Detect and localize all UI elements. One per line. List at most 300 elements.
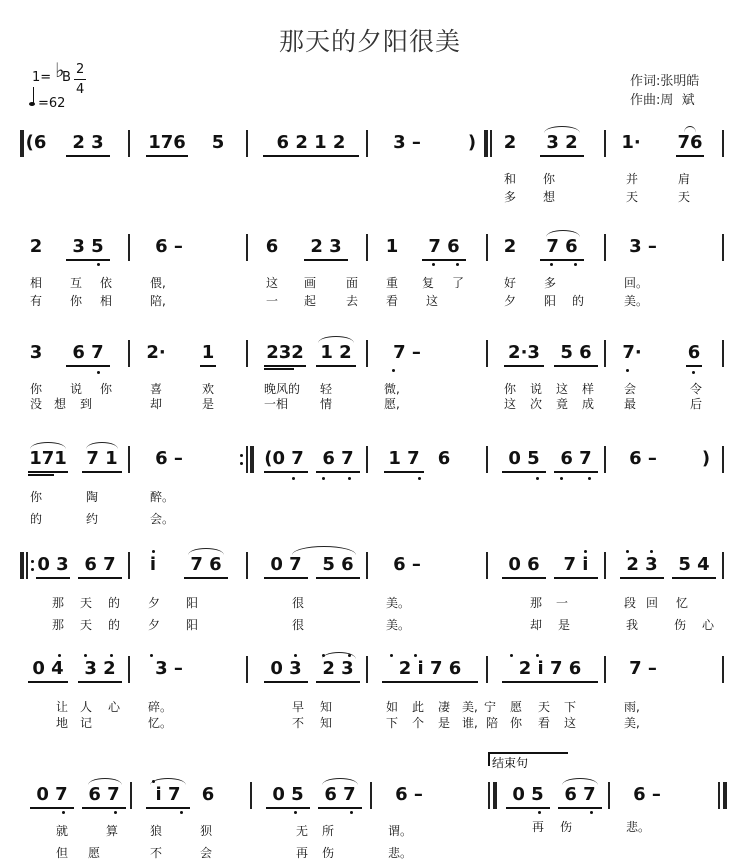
note-group: 5 4 xyxy=(678,554,710,575)
lyric: 天 xyxy=(80,596,93,610)
note-group: 2 3 xyxy=(322,658,354,679)
underline xyxy=(620,577,664,579)
note-group: 171 xyxy=(29,448,67,469)
note-group: 0 7 xyxy=(270,554,302,575)
quarter-note-icon xyxy=(33,87,34,103)
underline xyxy=(66,155,110,157)
barline xyxy=(486,340,488,367)
slur xyxy=(88,778,122,785)
underline xyxy=(200,365,216,367)
underline xyxy=(264,577,308,579)
lyric: 到 xyxy=(80,397,93,411)
barline xyxy=(246,234,248,261)
underline xyxy=(28,471,68,473)
underline xyxy=(264,471,308,473)
octave-dot xyxy=(418,477,421,480)
octave-dot xyxy=(294,654,297,657)
time-signature-line xyxy=(74,79,86,80)
lyric: 不 xyxy=(150,846,163,860)
lyric: 陪 xyxy=(486,716,499,730)
lyric: 竟 xyxy=(556,397,569,411)
barline xyxy=(722,656,724,683)
barline xyxy=(128,130,130,157)
underline xyxy=(36,577,70,579)
note-group: 3 2 xyxy=(84,658,116,679)
octave-dot xyxy=(626,369,629,372)
repeat-barline xyxy=(250,446,254,473)
repeat-dot xyxy=(31,568,34,571)
octave-dot xyxy=(456,263,459,266)
octave-dot xyxy=(538,811,541,814)
barline xyxy=(246,130,248,157)
lyric: 会 xyxy=(200,846,213,860)
lyric: 有 xyxy=(30,294,43,308)
barline xyxy=(604,130,606,157)
note-group: 0 3 xyxy=(270,658,302,679)
octave-dot xyxy=(350,811,353,814)
note-group: ) xyxy=(467,132,477,153)
note-group: 7 – xyxy=(393,342,421,363)
lyric: 醉。 xyxy=(150,490,175,504)
barline xyxy=(604,656,606,683)
octave-dot xyxy=(152,780,155,783)
note-group: 2 xyxy=(503,236,517,257)
lyric: 这 xyxy=(556,382,569,396)
underline xyxy=(558,807,602,809)
slur xyxy=(188,548,224,555)
lyric: 看 xyxy=(386,294,399,308)
slur xyxy=(150,778,186,785)
repeat-barline xyxy=(484,130,488,157)
lyric: 会 xyxy=(624,382,637,396)
lyric: 你 xyxy=(30,382,43,396)
lyric: 轻 xyxy=(320,382,333,396)
lyric: 重 xyxy=(386,276,399,290)
lyric: 悲。 xyxy=(388,846,413,860)
note-group: 6 – xyxy=(629,448,657,469)
lyric: 伤 xyxy=(560,820,573,834)
octave-dot xyxy=(152,550,155,553)
lyric: 夕 xyxy=(148,618,161,632)
note-group: 7 6 xyxy=(546,236,578,257)
slur xyxy=(30,442,66,449)
repeat-barline xyxy=(20,552,24,579)
lyric: 美。 xyxy=(624,294,649,308)
octave-dot xyxy=(322,654,325,657)
barline xyxy=(366,446,368,473)
octave-dot xyxy=(110,654,113,657)
lyric: 美, xyxy=(624,716,640,730)
lyric: 伤 xyxy=(322,846,335,860)
barline xyxy=(486,234,488,261)
barline xyxy=(246,552,248,579)
lyric: 后 xyxy=(690,397,703,411)
key-note: B xyxy=(62,70,71,85)
note-group: 6 – xyxy=(155,236,183,257)
lyric: 多 xyxy=(504,190,517,204)
lyric: 让 xyxy=(56,700,69,714)
lyric: 忆。 xyxy=(148,716,173,730)
lyric: 是 xyxy=(202,397,215,411)
underline xyxy=(30,807,74,809)
lyric: 狼 xyxy=(150,824,163,838)
lyric: 阳 xyxy=(186,596,199,610)
lyric: 一 xyxy=(266,294,279,308)
barline xyxy=(128,234,130,261)
underline xyxy=(382,681,478,683)
underline xyxy=(422,259,466,261)
barline xyxy=(130,782,132,809)
lyric: 样 xyxy=(582,382,595,396)
note-group: 6 2 1 2 xyxy=(276,132,346,153)
slur xyxy=(322,778,358,785)
slur xyxy=(684,126,696,133)
underline xyxy=(554,577,598,579)
octave-dot xyxy=(536,477,539,480)
octave-dot xyxy=(560,477,563,480)
note-group: 7 6 xyxy=(190,554,222,575)
lyric: 晚风的 xyxy=(264,382,301,396)
lyric: 你 xyxy=(70,294,83,308)
note-group: 0 6 xyxy=(508,554,540,575)
lyric: 所 xyxy=(322,824,335,838)
slur xyxy=(544,126,580,133)
note-group: 2·3 xyxy=(508,342,540,363)
underline xyxy=(316,365,356,367)
score-row-1 xyxy=(0,132,750,202)
note-group: 1 2 xyxy=(320,342,352,363)
lyric: 这 xyxy=(266,276,279,290)
lyric: 美。 xyxy=(386,618,411,632)
lyric: 心 xyxy=(108,700,121,714)
note-group: 5 xyxy=(211,132,225,153)
lyric: 那 xyxy=(52,596,65,610)
time-signature-bottom: 4 xyxy=(76,82,85,97)
octave-dot xyxy=(692,371,695,374)
note-group: 6 xyxy=(265,236,279,257)
barline xyxy=(20,130,24,157)
barline xyxy=(246,340,248,367)
lyric: 是 xyxy=(438,716,451,730)
note-group: 3 xyxy=(29,342,43,363)
ending-label: 结束句 xyxy=(492,756,529,770)
underline xyxy=(28,681,68,683)
octave-dot xyxy=(294,811,297,814)
score-row-2 xyxy=(0,236,750,306)
lyric: 伤 xyxy=(674,618,687,632)
octave-dot xyxy=(150,654,153,657)
underline xyxy=(676,155,704,157)
lyric: 愿 xyxy=(510,700,523,714)
lyric: 狈 xyxy=(200,824,213,838)
note-group: 6 7 xyxy=(324,784,356,805)
note-group: 7 1 xyxy=(86,448,118,469)
octave-dot xyxy=(550,263,553,266)
underline xyxy=(264,681,308,683)
lyric: 的 xyxy=(108,596,121,610)
lyric: 很 xyxy=(292,618,305,632)
underline xyxy=(384,471,424,473)
underline xyxy=(78,577,122,579)
lyric: 你 xyxy=(510,716,523,730)
octave-dot xyxy=(180,811,183,814)
note-group: 0 5 xyxy=(508,448,540,469)
octave-dot xyxy=(584,550,587,553)
lyric: 下 xyxy=(386,716,399,730)
note-group: 0 7 xyxy=(36,784,68,805)
underline xyxy=(554,365,598,367)
lyric: 天 xyxy=(678,190,691,204)
lyric: 情 xyxy=(320,397,333,411)
underline xyxy=(184,577,228,579)
barline xyxy=(486,656,488,683)
barline xyxy=(128,446,130,473)
underline xyxy=(82,471,122,473)
note-group: 0 5 xyxy=(272,784,304,805)
lyric: 碎。 xyxy=(148,700,173,714)
lyric: 想 xyxy=(54,397,67,411)
note-group: 6 – xyxy=(155,448,183,469)
octave-dot xyxy=(292,477,295,480)
score-row-7 xyxy=(0,784,750,860)
lyric: 的 xyxy=(108,618,121,632)
lyric: 令 xyxy=(690,382,703,396)
lyric: 复 xyxy=(422,276,435,290)
flat-sign: ♭ xyxy=(55,58,65,82)
final-barline xyxy=(718,782,720,809)
lyric: 那 xyxy=(52,618,65,632)
lyric: 微, xyxy=(384,382,400,396)
lyric: 美。 xyxy=(386,596,411,610)
lyric: 一相 xyxy=(264,397,289,411)
underline xyxy=(686,365,702,367)
lyric: 的 xyxy=(572,294,585,308)
lyric: 是 xyxy=(558,618,571,632)
repeat-barline xyxy=(246,446,248,473)
octave-dot xyxy=(62,811,65,814)
lyric: 阳 xyxy=(186,618,199,632)
lyric: 和 xyxy=(504,172,517,186)
slur xyxy=(562,778,598,785)
lyric: 知 xyxy=(320,700,333,714)
lyric: 想 xyxy=(543,190,556,204)
tempo-marking: =62 xyxy=(38,96,66,111)
note-group: 7 – xyxy=(629,658,657,679)
key-prefix: 1= xyxy=(32,70,52,85)
barline xyxy=(604,234,606,261)
lyric: 这 xyxy=(426,294,439,308)
octave-dot xyxy=(97,371,100,374)
octave-dot xyxy=(588,477,591,480)
underline xyxy=(554,471,598,473)
lyric: 的 xyxy=(30,512,43,526)
lyric: 再 xyxy=(296,846,309,860)
lyric: 肩 xyxy=(678,172,691,186)
score-row-4 xyxy=(0,448,750,526)
underline xyxy=(318,807,362,809)
note-group: 6 7 xyxy=(84,554,116,575)
lyric: 回 xyxy=(646,596,659,610)
lyric: 偎, xyxy=(150,276,166,290)
underline xyxy=(504,365,544,367)
octave-dot xyxy=(97,263,100,266)
lyric: 就 xyxy=(56,824,69,838)
slur xyxy=(546,230,580,237)
lyric: 段 xyxy=(624,596,637,610)
note-group: 3 2 xyxy=(546,132,578,153)
lyric: 成 xyxy=(582,397,595,411)
note-group: 2 xyxy=(29,236,43,257)
repeat-dot xyxy=(31,560,34,563)
repeat-dot xyxy=(240,454,243,457)
note-group: 6 – xyxy=(633,784,661,805)
lyric: 那 xyxy=(530,596,543,610)
lyric: 天 xyxy=(538,700,551,714)
underline xyxy=(540,155,584,157)
lyric: 却 xyxy=(150,397,163,411)
song-title: 那天的夕阳很美 xyxy=(278,27,461,56)
lyric: 说 xyxy=(70,382,83,396)
lyric: 悲。 xyxy=(626,820,651,834)
note-group: 2 3 xyxy=(626,554,658,575)
slur xyxy=(318,336,354,343)
octave-dot xyxy=(414,654,417,657)
note-group: 2· xyxy=(146,342,166,363)
note-group: 1 xyxy=(201,342,215,363)
underline xyxy=(146,155,188,157)
barline xyxy=(604,340,606,367)
lyric: 面 xyxy=(346,276,359,290)
barline xyxy=(128,552,130,579)
lyric: 此 xyxy=(412,700,425,714)
note-group: 6 – xyxy=(395,784,423,805)
barline xyxy=(246,656,248,683)
underline xyxy=(264,368,294,370)
octave-dot xyxy=(322,477,325,480)
octave-dot xyxy=(84,654,87,657)
repeat-dot xyxy=(240,462,243,465)
underline xyxy=(78,681,122,683)
lyric: 会。 xyxy=(150,512,175,526)
barline xyxy=(366,234,368,261)
note-group: 6 xyxy=(687,342,701,363)
note-group: 6 7 xyxy=(322,448,354,469)
note-group: ) xyxy=(701,448,711,469)
note-group: (6 xyxy=(25,132,47,153)
lyric: 并 xyxy=(626,172,639,186)
lyric: 凄 xyxy=(438,700,451,714)
note-group: 6 – xyxy=(393,554,421,575)
lyric: 多 xyxy=(544,276,557,290)
lyricist-credit: 作词:张明皓 xyxy=(630,74,700,89)
lyric: 回。 xyxy=(624,276,649,290)
lyric: 无 xyxy=(296,824,309,838)
underline xyxy=(66,259,110,261)
octave-dot xyxy=(536,654,539,657)
note-group: i 7 xyxy=(155,784,181,805)
lyric: 下 xyxy=(564,700,577,714)
note-group: 2 3 xyxy=(310,236,342,257)
underline xyxy=(28,474,54,476)
note-group: 6 7 xyxy=(88,784,120,805)
note-group: 5 6 xyxy=(322,554,354,575)
barline xyxy=(250,782,252,809)
octave-dot xyxy=(510,654,513,657)
underline xyxy=(316,471,360,473)
lyric: 天 xyxy=(80,618,93,632)
lyric: 最 xyxy=(624,397,637,411)
note-group: 7· xyxy=(622,342,642,363)
octave-dot xyxy=(114,811,117,814)
lyric: 喜 xyxy=(150,382,163,396)
note-group: 3 5 xyxy=(72,236,104,257)
underline xyxy=(672,577,716,579)
note-group: 1 xyxy=(385,236,399,257)
underline xyxy=(66,365,110,367)
lyric: 陪, xyxy=(150,294,166,308)
octave-dot xyxy=(348,477,351,480)
barline xyxy=(722,130,724,157)
lyric: 这 xyxy=(504,397,517,411)
note-group: 7 6 xyxy=(428,236,460,257)
note-group: 76 xyxy=(677,132,703,153)
lyric: 忆 xyxy=(676,596,689,610)
barline xyxy=(722,234,724,261)
underline xyxy=(82,807,126,809)
note-group: 6 xyxy=(437,448,451,469)
octave-dot xyxy=(390,654,393,657)
lyric: 早 xyxy=(292,700,305,714)
octave-dot xyxy=(650,550,653,553)
lyric: 起 xyxy=(304,294,317,308)
lyric: 了 xyxy=(452,276,465,290)
note-group: 2 i 7 6 xyxy=(398,658,462,679)
lyric: 人 xyxy=(80,700,93,714)
lyric: 宁 xyxy=(484,700,497,714)
barline xyxy=(128,656,130,683)
note-group: 1· xyxy=(621,132,641,153)
lyric: 不 xyxy=(292,716,305,730)
note-group: 6 7 xyxy=(72,342,104,363)
note-group: 3 – xyxy=(629,236,657,257)
barline xyxy=(608,782,610,809)
lyric: 夕 xyxy=(148,596,161,610)
underline xyxy=(304,259,348,261)
lyric: 愿 xyxy=(88,846,101,860)
barline xyxy=(604,552,606,579)
note-group: 0 4 xyxy=(32,658,64,679)
note-group: i xyxy=(149,554,157,575)
lyric: 互 xyxy=(70,276,83,290)
lyric: 相 xyxy=(30,276,43,290)
lyric: 相 xyxy=(100,294,113,308)
note-group: 1 7 xyxy=(388,448,420,469)
lyric: 很 xyxy=(292,596,305,610)
barline xyxy=(722,446,724,473)
barline xyxy=(128,340,130,367)
note-group: 2 3 xyxy=(72,132,104,153)
lyric: 阳 xyxy=(544,294,557,308)
note-group: 6 xyxy=(201,784,215,805)
note-group: 6 7 xyxy=(564,784,596,805)
underline xyxy=(502,577,546,579)
barline xyxy=(604,446,606,473)
barline xyxy=(722,552,724,579)
lyric: 记 xyxy=(80,716,93,730)
final-barline xyxy=(723,782,727,809)
octave-dot xyxy=(58,654,61,657)
lyric: 没 xyxy=(30,397,43,411)
